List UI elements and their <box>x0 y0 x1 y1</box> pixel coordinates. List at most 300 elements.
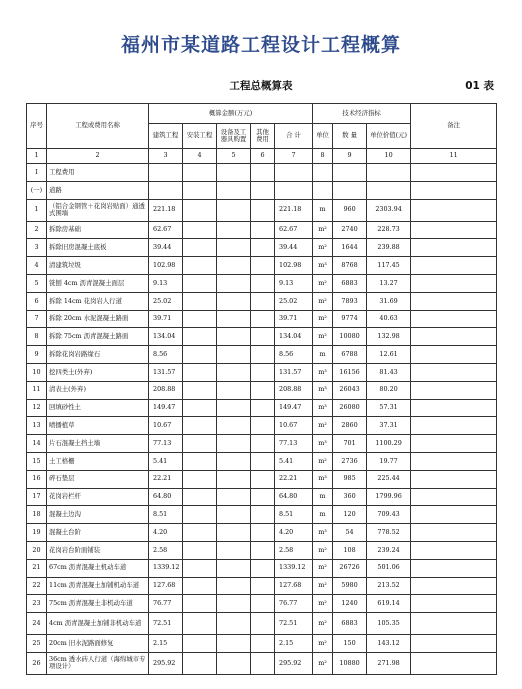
cell-install-cost <box>183 613 217 635</box>
header-unit: 单位 <box>313 124 333 149</box>
cell-equip-cost <box>217 488 251 506</box>
cell-total: 10.67 <box>275 417 313 435</box>
col-index: 10 <box>367 149 411 164</box>
cell-build-cost: 72.51 <box>149 613 183 635</box>
cell-unit: m² <box>313 417 333 435</box>
cell-total <box>275 164 313 182</box>
cell-qty: 6788 <box>333 346 367 364</box>
cell-other-cost <box>251 399 275 417</box>
cell-build-cost: 25.02 <box>149 292 183 310</box>
cell-name: 拆除房基础 <box>47 221 149 239</box>
cell-equip-cost <box>217 452 251 470</box>
cell-equip-cost <box>217 274 251 292</box>
cell-seq: 10 <box>27 363 47 381</box>
cell-unit-price: 778.52 <box>367 524 411 542</box>
cell-equip-cost <box>217 310 251 328</box>
cell-build-cost: 208.88 <box>149 381 183 399</box>
cell-remark <box>411 292 497 310</box>
col-index: 4 <box>183 149 217 164</box>
cell-seq: 14 <box>27 435 47 453</box>
cell-equip-cost <box>217 635 251 653</box>
cell-install-cost <box>183 652 217 674</box>
header-row <box>27 104 497 124</box>
table-row <box>27 417 497 435</box>
cell-seq: 20 <box>27 541 47 559</box>
cell-install-cost <box>183 435 217 453</box>
cell-unit-price: 271.98 <box>367 652 411 674</box>
cell-qty: 8768 <box>333 257 367 275</box>
col-index: 9 <box>333 149 367 164</box>
cell-remark <box>411 635 497 653</box>
cell-seq: 4 <box>27 257 47 275</box>
cell-remark <box>411 488 497 506</box>
cell-build-cost: 62.67 <box>149 221 183 239</box>
table-row <box>27 199 497 221</box>
cell-qty: 150 <box>333 635 367 653</box>
table-row <box>27 363 497 381</box>
cell-remark <box>411 310 497 328</box>
cell-install-cost <box>183 577 217 595</box>
cell-other-cost <box>251 181 275 199</box>
cell-remark <box>411 541 497 559</box>
cell-unit <box>313 181 333 199</box>
cell-install-cost <box>183 363 217 381</box>
cell-unit: m <box>313 199 333 221</box>
cell-name: 拆除旧房混凝土底板 <box>47 239 149 257</box>
cell-seq: 2 <box>27 221 47 239</box>
cell-qty: 2860 <box>333 417 367 435</box>
cell-total: 76.77 <box>275 595 313 613</box>
cell-seq: 15 <box>27 452 47 470</box>
cell-total: 22.21 <box>275 470 313 488</box>
cell-unit: m <box>313 488 333 506</box>
cell-other-cost <box>251 164 275 182</box>
cell-seq: 1 <box>27 199 47 221</box>
cell-seq: 25 <box>27 635 47 653</box>
cell-build-cost: 5.41 <box>149 452 183 470</box>
cell-qty <box>333 164 367 182</box>
cell-name: （铝合金钢管＋花岗岩贴面）通透式围墙 <box>47 199 149 221</box>
cell-name: 清表土(外弃) <box>47 381 149 399</box>
header-name: 工程或费用名称 <box>47 104 149 149</box>
cell-build-cost: 2.15 <box>149 635 183 653</box>
table-row <box>27 613 497 635</box>
cell-equip-cost <box>217 595 251 613</box>
cell-unit: m² <box>313 328 333 346</box>
cell-total: 131.57 <box>275 363 313 381</box>
header-remark: 备注 <box>411 104 497 149</box>
cell-name: 挖四类土(外弃) <box>47 363 149 381</box>
cell-unit-price: 225.44 <box>367 470 411 488</box>
cell-unit: m² <box>313 274 333 292</box>
cell-other-cost <box>251 541 275 559</box>
cell-total: 8.56 <box>275 346 313 364</box>
cell-other-cost <box>251 417 275 435</box>
cell-other-cost <box>251 292 275 310</box>
cell-qty: 108 <box>333 541 367 559</box>
cell-unit-price: 1799.96 <box>367 488 411 506</box>
cell-equip-cost <box>217 577 251 595</box>
cell-unit: m³ <box>313 470 333 488</box>
cell-unit-price <box>367 181 411 199</box>
cell-other-cost <box>251 381 275 399</box>
cell-install-cost <box>183 417 217 435</box>
cell-other-cost <box>251 524 275 542</box>
cell-install-cost <box>183 452 217 470</box>
cell-name: 11cm 沥青混凝土加铺机动车道 <box>47 577 149 595</box>
cell-remark <box>411 559 497 577</box>
cell-seq: 19 <box>27 524 47 542</box>
cell-equip-cost <box>217 292 251 310</box>
header-equip: 设备及工器具购置 <box>217 124 251 149</box>
header-qty: 数 量 <box>333 124 367 149</box>
cell-install-cost <box>183 199 217 221</box>
header-unit-price: 单位价值(元) <box>367 124 411 149</box>
table-row <box>27 488 497 506</box>
cell-unit-price: 501.06 <box>367 559 411 577</box>
cell-unit-price: 2303.94 <box>367 199 411 221</box>
cell-remark <box>411 274 497 292</box>
cell-name: 片石混凝土挡土墙 <box>47 435 149 453</box>
cell-equip-cost <box>217 417 251 435</box>
header-seq: 序号 <box>27 104 47 149</box>
table-row <box>27 328 497 346</box>
cell-install-cost <box>183 310 217 328</box>
cell-seq: 16 <box>27 470 47 488</box>
cell-qty: 120 <box>333 506 367 524</box>
cell-seq: 11 <box>27 381 47 399</box>
cell-qty: 960 <box>333 199 367 221</box>
cell-unit-price: 132.98 <box>367 328 411 346</box>
cell-install-cost <box>183 274 217 292</box>
cell-install-cost <box>183 506 217 524</box>
cell-total: 39.44 <box>275 239 313 257</box>
cell-unit-price: 80.20 <box>367 381 411 399</box>
cell-unit-price: 213.52 <box>367 577 411 595</box>
cell-qty: 26080 <box>333 399 367 417</box>
cell-other-cost <box>251 310 275 328</box>
cell-seq: 8 <box>27 328 47 346</box>
cell-other-cost <box>251 435 275 453</box>
cell-install-cost <box>183 399 217 417</box>
cell-build-cost: 8.56 <box>149 346 183 364</box>
cell-qty: 985 <box>333 470 367 488</box>
cell-other-cost <box>251 559 275 577</box>
cell-seq: 23 <box>27 595 47 613</box>
column-index-row <box>27 149 497 164</box>
cell-other-cost <box>251 257 275 275</box>
table-row <box>27 452 497 470</box>
cell-name: 拆除 14cm 花岗岩人行道 <box>47 292 149 310</box>
cell-build-cost: 149.47 <box>149 399 183 417</box>
header-tech-group: 技术经济指标 <box>313 104 411 124</box>
cell-qty: 1644 <box>333 239 367 257</box>
cell-build-cost: 134.04 <box>149 328 183 346</box>
cell-qty: 701 <box>333 435 367 453</box>
cell-qty: 6883 <box>333 274 367 292</box>
cell-remark <box>411 221 497 239</box>
cell-total: 149.47 <box>275 399 313 417</box>
cell-qty: 16156 <box>333 363 367 381</box>
table-row <box>27 595 497 613</box>
cell-seq: 5 <box>27 274 47 292</box>
cell-install-cost <box>183 221 217 239</box>
cell-unit-price: 709.43 <box>367 506 411 524</box>
cell-build-cost: 39.71 <box>149 310 183 328</box>
cell-equip-cost <box>217 328 251 346</box>
cell-other-cost <box>251 577 275 595</box>
cell-qty: 2740 <box>333 221 367 239</box>
cell-seq: 26 <box>27 652 47 674</box>
cell-install-cost <box>183 470 217 488</box>
cell-qty: 54 <box>333 524 367 542</box>
table-row <box>27 506 497 524</box>
cell-qty <box>333 181 367 199</box>
cell-equip-cost <box>217 470 251 488</box>
table-row <box>27 181 497 199</box>
cell-total: 4.20 <box>275 524 313 542</box>
table-title: 工程总概算表 <box>229 80 293 92</box>
cell-unit-price: 143.12 <box>367 635 411 653</box>
cell-install-cost <box>183 346 217 364</box>
cell-seq: 9 <box>27 346 47 364</box>
cell-install-cost <box>183 559 217 577</box>
header-total: 合 计 <box>275 124 313 149</box>
cell-unit: m³ <box>313 524 333 542</box>
cell-other-cost <box>251 613 275 635</box>
cell-build-cost: 10.67 <box>149 417 183 435</box>
cell-unit <box>313 164 333 182</box>
cell-remark <box>411 257 497 275</box>
cell-install-cost <box>183 257 217 275</box>
cell-seq: 13 <box>27 417 47 435</box>
cell-install-cost <box>183 524 217 542</box>
cell-total: 1339.12 <box>275 559 313 577</box>
table-number: 01 表 <box>465 80 494 92</box>
cell-unit-price: 619.14 <box>367 595 411 613</box>
cell-qty: 1240 <box>333 595 367 613</box>
cell-build-cost: 76.77 <box>149 595 183 613</box>
cell-qty: 9774 <box>333 310 367 328</box>
cell-other-cost <box>251 652 275 674</box>
cell-build-cost: 9.13 <box>149 274 183 292</box>
cell-total: 77.13 <box>275 435 313 453</box>
table-row <box>27 274 497 292</box>
cell-total: 208.88 <box>275 381 313 399</box>
cell-total: 25.02 <box>275 292 313 310</box>
cell-unit: m³ <box>313 257 333 275</box>
cell-seq: 22 <box>27 577 47 595</box>
cell-unit: m² <box>313 221 333 239</box>
table-row <box>27 381 497 399</box>
table-row <box>27 470 497 488</box>
cell-install-cost <box>183 541 217 559</box>
cell-total: 221.18 <box>275 199 313 221</box>
cell-remark <box>411 328 497 346</box>
cell-name: 4cm 沥青混凝土加铺非机动车道 <box>47 613 149 635</box>
table-row <box>27 524 497 542</box>
cell-qty: 360 <box>333 488 367 506</box>
cell-remark <box>411 652 497 674</box>
table-row <box>27 399 497 417</box>
cell-unit-price: 19.77 <box>367 452 411 470</box>
cell-name: 花岗岩台阶面铺装 <box>47 541 149 559</box>
cell-name: 36cm 透水砖人行道（海绵城市专项设计） <box>47 652 149 674</box>
cell-equip-cost <box>217 506 251 524</box>
cell-name: 20cm 旧水泥路面修复 <box>47 635 149 653</box>
header-budget-group: 概算金额(万元) <box>149 104 313 124</box>
cell-equip-cost <box>217 381 251 399</box>
table-row <box>27 652 497 674</box>
cell-remark <box>411 363 497 381</box>
cell-name: 碎石垫层 <box>47 470 149 488</box>
cell-seq: 21 <box>27 559 47 577</box>
table-row <box>27 635 497 653</box>
cell-qty: 6883 <box>333 613 367 635</box>
table-row <box>27 221 497 239</box>
cell-remark <box>411 346 497 364</box>
cell-build-cost: 64.80 <box>149 488 183 506</box>
table-row <box>27 577 497 595</box>
cell-other-cost <box>251 274 275 292</box>
cell-remark <box>411 199 497 221</box>
cell-unit-price: 12.61 <box>367 346 411 364</box>
cell-unit: m <box>313 506 333 524</box>
cell-unit: m³ <box>313 399 333 417</box>
cell-other-cost <box>251 595 275 613</box>
cell-remark <box>411 417 497 435</box>
cell-equip-cost <box>217 221 251 239</box>
cell-other-cost <box>251 363 275 381</box>
cell-seq: 24 <box>27 613 47 635</box>
cell-name: 工程费用 <box>47 164 149 182</box>
cell-unit: m² <box>313 577 333 595</box>
page-title: 福州市某道路工程设计工程概算 <box>120 34 401 56</box>
cell-unit-price: 37.31 <box>367 417 411 435</box>
cell-unit: m <box>313 346 333 364</box>
table-row <box>27 310 497 328</box>
cell-unit: m² <box>313 613 333 635</box>
cell-name: 回填砂性土 <box>47 399 149 417</box>
cell-qty: 2736 <box>333 452 367 470</box>
cell-other-cost <box>251 452 275 470</box>
cell-name: 土工格栅 <box>47 452 149 470</box>
cell-install-cost <box>183 181 217 199</box>
cell-seq: 18 <box>27 506 47 524</box>
cell-install-cost <box>183 488 217 506</box>
cell-name: 喷播植草 <box>47 417 149 435</box>
cell-build-cost: 1339.12 <box>149 559 183 577</box>
table-row <box>27 435 497 453</box>
table-row <box>27 559 497 577</box>
cell-install-cost <box>183 164 217 182</box>
cell-build-cost: 221.18 <box>149 199 183 221</box>
cell-build-cost: 295.92 <box>149 652 183 674</box>
cell-other-cost <box>251 635 275 653</box>
cell-other-cost <box>251 488 275 506</box>
cell-equip-cost <box>217 199 251 221</box>
cell-total: 127.68 <box>275 577 313 595</box>
cell-equip-cost <box>217 399 251 417</box>
cell-build-cost: 131.57 <box>149 363 183 381</box>
col-index: 3 <box>149 149 183 164</box>
col-index: 11 <box>411 149 497 164</box>
cell-name: 75cm 沥青混凝土非机动车道 <box>47 595 149 613</box>
col-index: 1 <box>27 149 47 164</box>
cell-seq: 7 <box>27 310 47 328</box>
table-row <box>27 346 497 364</box>
cell-unit-price: 239.24 <box>367 541 411 559</box>
cell-equip-cost <box>217 346 251 364</box>
cell-qty: 7893 <box>333 292 367 310</box>
cell-name: 道路 <box>47 181 149 199</box>
table-row <box>27 541 497 559</box>
cell-name: 拆除花岗岩路缘石 <box>47 346 149 364</box>
cell-unit: m² <box>313 541 333 559</box>
cell-total: 295.92 <box>275 652 313 674</box>
cell-unit: m² <box>313 310 333 328</box>
cell-unit: m² <box>313 652 333 674</box>
cell-unit-price: 81.43 <box>367 363 411 381</box>
cell-total: 2.58 <box>275 541 313 559</box>
cell-unit: m³ <box>313 435 333 453</box>
cell-remark <box>411 577 497 595</box>
cell-name: 拆除 20cm 水泥混凝土路面 <box>47 310 149 328</box>
cell-equip-cost <box>217 613 251 635</box>
cell-qty: 10880 <box>333 652 367 674</box>
cell-equip-cost <box>217 524 251 542</box>
cell-build-cost: 77.13 <box>149 435 183 453</box>
cell-name: 67cm 沥青混凝土机动车道 <box>47 559 149 577</box>
cell-equip-cost <box>217 541 251 559</box>
cell-name: 花岗岩栏杆 <box>47 488 149 506</box>
col-index: 2 <box>47 149 149 164</box>
cell-equip-cost <box>217 652 251 674</box>
cell-remark <box>411 164 497 182</box>
cell-build-cost: 8.51 <box>149 506 183 524</box>
cell-install-cost <box>183 381 217 399</box>
cell-build-cost: 2.58 <box>149 541 183 559</box>
cell-remark <box>411 524 497 542</box>
cell-equip-cost <box>217 435 251 453</box>
budget-table <box>26 103 497 675</box>
cell-name: 混凝土台阶 <box>47 524 149 542</box>
cell-unit: m² <box>313 292 333 310</box>
table-row <box>27 239 497 257</box>
cell-install-cost <box>183 635 217 653</box>
cell-total <box>275 181 313 199</box>
cell-remark <box>411 613 497 635</box>
cell-remark <box>411 181 497 199</box>
header-build: 建筑工程 <box>149 124 183 149</box>
cell-total: 8.51 <box>275 506 313 524</box>
cell-other-cost <box>251 199 275 221</box>
cell-equip-cost <box>217 164 251 182</box>
cell-total: 64.80 <box>275 488 313 506</box>
cell-unit-price: 57.31 <box>367 399 411 417</box>
cell-seq: 12 <box>27 399 47 417</box>
table-row <box>27 292 497 310</box>
cell-total: 39.71 <box>275 310 313 328</box>
cell-equip-cost <box>217 239 251 257</box>
cell-unit-price: 13.27 <box>367 274 411 292</box>
cell-total: 62.67 <box>275 221 313 239</box>
cell-qty: 26043 <box>333 381 367 399</box>
cell-build-cost: 39.44 <box>149 239 183 257</box>
cell-other-cost <box>251 346 275 364</box>
cell-remark <box>411 452 497 470</box>
cell-remark <box>411 470 497 488</box>
